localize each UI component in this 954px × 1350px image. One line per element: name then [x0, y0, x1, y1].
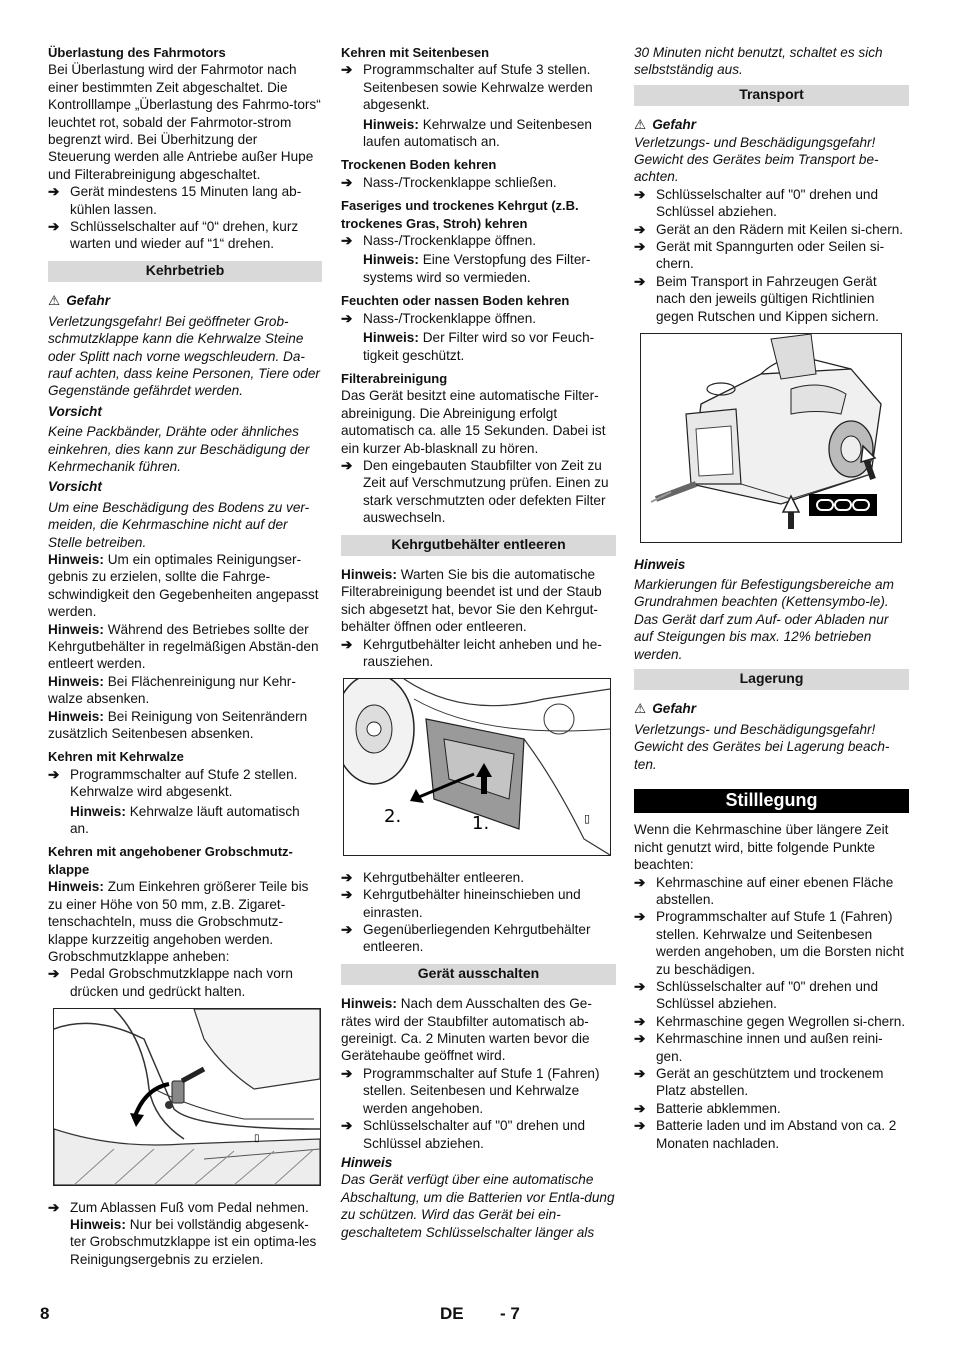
note-text-continued: 30 Minuten nicht benutzt, schaltet es sich selbstständig aus. [634, 45, 883, 78]
list-item: ➔ Kehrgutbehälter hineinschieben und einrasten. [341, 887, 581, 920]
step-label: 2. [384, 806, 402, 828]
arrow-right-icon: ➔ [341, 887, 353, 903]
list-item: ➔ Batterie laden und im Abstand von ca. 2 Monaten nachladen. [634, 1118, 897, 1151]
warning-text: Verletzungsgefahr! Bei geöffneter Grob-schmutzklappe kann die Kehrwalze Steine oder Splitt nach vorne wegschleudern. Da-rauf achten, dass keine Personen, Tiere oder Gegenstände gefährdet werden. [48, 313, 320, 399]
heading-faserig: Faseriges und trockenes Kehrgut (z.B. trockenes Gras, Stroh) kehren [341, 198, 579, 231]
caution-label: Vorsicht [48, 479, 102, 495]
arrow-right-icon: ➔ [634, 273, 646, 289]
heading-grobschmutzklappe: Kehren mit angehobener Grobschmutz-klappe [48, 844, 293, 877]
paragraph: Wenn die Kehrmaschine über längere Zeit nicht genutzt wird, bitte folgende Punkte beachten: [634, 822, 889, 873]
list-item: ➔ Nass-/Trockenklappe schließen. [341, 174, 557, 190]
arrow-right-icon: ➔ [341, 457, 353, 473]
arrow-right-icon: ➔ [341, 310, 353, 326]
arrow-right-icon: ➔ [48, 766, 60, 782]
note: Hinweis: Um ein optimales Reinigungser-gebnis zu erzielen, sollte die Fahrge-schwindigkeit den Gegebenheiten angepasst werden. [48, 551, 319, 620]
note: Hinweis: Der Filter wird so vor Feuch-tigkeit geschützt. [363, 330, 595, 363]
list-item: ➔ Schlüsselschalter auf "0" drehen und Schlüssel abziehen. [634, 979, 879, 1012]
sweeper-transport-illustration [640, 333, 902, 543]
list-item: ➔ Gegenüberliegenden Kehrgutbehälter entleeren. [341, 922, 591, 955]
arrow-right-icon: ➔ [634, 1118, 646, 1134]
arrow-right-icon: ➔ [634, 1031, 646, 1047]
svg-text:▯: ▯ [254, 1133, 260, 1145]
list-item: ➔ Nass-/Trockenklappe öffnen. [341, 310, 537, 326]
note: Hinweis: Bei Reinigung von Seitenrändern zusätzlich Seitenbesen absenken. [48, 708, 308, 742]
arrow-right-icon: ➔ [341, 233, 353, 249]
warning-triangle-icon: ⚠ [48, 293, 61, 309]
warning-label: ⚠ Gefahr [48, 293, 111, 309]
arrow-right-icon: ➔ [634, 909, 646, 925]
list-item: ➔ Pedal Grobschmutzklappe nach vorn drücken und gedrückt halten. [48, 966, 293, 999]
list-item: ➔ Schlüsselschalter auf “0“ drehen, kurz warten und wieder auf “1“ drehen. [48, 219, 299, 252]
arrow-right-icon: ➔ [634, 239, 646, 255]
note: Hinweis: Während des Betriebes sollte der Kehrgutbehälter in regelmäßigen Abstän-den entleert werden. [48, 621, 319, 672]
heading-trocken: Trockenen Boden kehren [341, 157, 497, 173]
heading-feucht: Feuchten oder nassen Boden kehren [341, 293, 570, 309]
list-item: ➔ Programmschalter auf Stufe 2 stellen. Kehrwalze wird abgesenkt. [48, 766, 298, 800]
note: Hinweis: Zum Einkehren größerer Teile bis zu einer Höhe von 50 mm, z.B. Zigaret-tenschachteln, muss die Grobschmutz-klappe kurzzeitig angehoben werden. [48, 879, 309, 947]
arrow-right-icon: ➔ [634, 979, 646, 995]
list-item: ➔ Schlüsselschalter auf "0" drehen und Schlüssel abziehen. [341, 1118, 586, 1151]
warning-triangle-icon: ⚠ [634, 701, 647, 717]
container-illustration [343, 678, 611, 856]
paragraph: Bei Überlastung wird der Fahrmotor nach einer bestimmten Zeit abgeschaltet. Die Kontrolllampe „Überlastung des Fahrmo-tors“ leuchtet rot, sobald der Fahrmotor-strom begrenzt wird. Bei Überhitzung der Steuerung werden alle Antriebe außer Hupe und Filterabreinigung abgeschaltet. [48, 62, 321, 182]
section-header-entleeren: Kehrgutbehälter entleeren [341, 535, 616, 556]
arrow-right-icon: ➔ [634, 221, 646, 237]
heading-seitenbesen: Kehren mit Seitenbesen [341, 45, 490, 60]
arrow-right-icon: ➔ [341, 174, 353, 190]
chapter-header-stilllegung: Stilllegung [634, 789, 909, 813]
column-1 [48, 44, 322, 1268]
warning-label: ⚠ Gefahr [634, 701, 697, 717]
section-header-transport: Transport [634, 85, 909, 106]
note-text: Das Gerät verfügt über eine automatische Abschaltung, um die Batterien vor Entla-dung zu schützen. Wird das Gerät bei ein-geschaltetem Schlüsselschalter länger als [341, 1172, 615, 1240]
list-item: ➔ Kehrgutbehälter entleeren. [341, 869, 524, 885]
note: Hinweis: Kehrwalze und Seitenbesen laufen automatisch an. [363, 116, 592, 150]
list-item: ➔ Gerät an den Rädern mit Keilen si-chern. [634, 221, 904, 237]
column-2 [341, 44, 616, 1241]
caution-text: Um eine Beschädigung des Bodens zu ver-meiden, die Kehrmaschine nicht auf der Stelle betreiben. [48, 499, 310, 550]
svg-text:▯: ▯ [584, 812, 591, 826]
page-number: 8 [40, 1304, 50, 1323]
arrow-right-icon: ➔ [341, 1065, 353, 1081]
paragraph: Grobschmutzklappe anheben: [48, 948, 230, 964]
list-item: ➔ Den eingebauten Staubfilter von Zeit zu Zeit auf Verschmutzung prüfen. Einen zu stark verschmutzten oder defekten Filter auswechseln. [341, 457, 609, 526]
list-item: ➔ Gerät mit Spanngurten oder Seilen si-chern. [634, 239, 885, 272]
warning-text: Verletzungs- und Beschädigungsgefahr! Gewicht des Gerätes bei Lagerung beach-ten. [634, 721, 890, 772]
arrow-right-icon: ➔ [634, 1013, 646, 1029]
note-label: Hinweis [341, 1154, 393, 1170]
arrow-right-icon: ➔ [48, 184, 60, 200]
list-item: ➔ Kehrmaschine innen und außen reini-gen. [634, 1031, 883, 1064]
heading-ueberlastung: Überlastung des Fahrmotors [48, 45, 226, 60]
note-label: Hinweis [634, 556, 686, 572]
list-item: ➔ Kehrmaschine gegen Wegrollen si-chern. [634, 1013, 906, 1029]
arrow-right-icon: ➔ [341, 869, 353, 885]
list-item: ➔ Schlüsselschalter auf "0" drehen und Schlüssel abziehen. [634, 186, 879, 220]
arrow-right-icon: ➔ [48, 219, 60, 235]
list-item: ➔ Programmschalter auf Stufe 1 (Fahren) stellen. Seitenbesen und Kehrwalze werden angehoben. [341, 1065, 600, 1116]
list-item: ➔ Gerät mindestens 15 Minuten lang ab-kühlen lassen. [48, 184, 302, 217]
caution-text: Keine Packbänder, Drähte oder ähnliches einkehren, dies kann zur Beschädigung der Kehrmechanik führen. [48, 424, 310, 474]
arrow-right-icon: ➔ [634, 1066, 646, 1082]
list-item: ➔ Kehrmaschine auf einer ebenen Fläche abstellen. [634, 874, 894, 907]
arrow-right-icon: ➔ [341, 636, 353, 652]
section-header-ausschalten: Gerät ausschalten [341, 964, 616, 985]
arrow-right-icon: ➔ [48, 1199, 60, 1215]
heading-kehrwalze: Kehren mit Kehrwalze [48, 749, 184, 765]
note: Hinweis: Warten Sie bis die automatische Filterabreinigung beendet ist und der Staub sich abgesetzt hat, bevor Sie den Kehrgut-behälter öffnen oder entleeren. [341, 566, 602, 635]
list-item: ➔ Beim Transport in Fahrzeugen Gerät nach den jeweils gültigen Richtlinien gegen Rutschen und Kippen sichern. [634, 273, 879, 324]
warning-text: Verletzungs- und Beschädigungsgefahr! Gewicht des Gerätes beim Transport be-achten. [634, 134, 879, 185]
page-number-local: - 7 [500, 1304, 520, 1323]
note: Hinweis: Nur bei vollständig abgesenk-ter Grobschmutzklappe ist ein optima-les Reinigungsergebnis zu erzielen. [70, 1216, 317, 1267]
column-3 [634, 44, 909, 1152]
note-text: Markierungen für Befestigungsbereiche am Grundrahmen beachten (Kettensymbo-le). Das Gerät darf zum Auf- oder Abladen nur auf Steigungen bis max. 12% betrieben werden. [634, 576, 894, 662]
list-item: ➔ Programmschalter auf Stufe 3 stellen. Seitenbesen sowie Kehrwalze werden abgesenkt. [341, 62, 593, 113]
list-item: ➔ Zum Ablassen Fuß vom Pedal nehmen. [48, 1199, 309, 1215]
step-label: 1. [472, 813, 490, 835]
note: Hinweis: Kehrwalze läuft automatisch an. [70, 803, 300, 837]
list-item: ➔ Batterie abklemmen. [634, 1100, 781, 1116]
pedal-illustration [53, 1008, 321, 1186]
caution-label: Vorsicht [48, 403, 102, 419]
section-header-lagerung: Lagerung [634, 669, 909, 690]
arrow-right-icon: ➔ [341, 62, 353, 78]
arrow-right-icon: ➔ [634, 874, 646, 890]
note: Hinweis: Nach dem Ausschalten des Ge-rätes wird der Staubfilter automatisch ab-gereinigt. Ca. 2 Minuten warten bevor die Gerätehaube geöffnet wird. [341, 996, 592, 1064]
arrow-right-icon: ➔ [634, 1100, 646, 1116]
list-item: ➔ Kehrgutbehälter leicht anheben und he-rausziehen. [341, 636, 602, 669]
list-item: ➔ Programmschalter auf Stufe 1 (Fahren) stellen. Kehrwalze und Seitenbesen werden angehoben, um die Borsten nicht zu beschädigen. [634, 909, 904, 977]
note: Hinweis: Bei Flächenreinigung nur Kehr-walze absenken. [48, 673, 296, 707]
warning-label: ⚠ Gefahr [634, 117, 697, 133]
list-item: ➔ Gerät an geschütztem und trockenem Platz abstellen. [634, 1066, 884, 1099]
arrow-right-icon: ➔ [48, 966, 60, 982]
heading-filterabreinigung: Filterabreinigung [341, 370, 448, 386]
arrow-right-icon: ➔ [341, 1118, 353, 1134]
arrow-right-icon: ➔ [634, 186, 646, 202]
paragraph: Das Gerät besitzt eine automatische Filter-abreinigung. Die Abreinigung erfolgt automatisch ca. alle 15 Sekunden. Dabei ist ein kurzer Ab-blasknall zu hören. [341, 388, 606, 456]
note: Hinweis: Eine Verstopfung des Filter-systems wird so vermieden. [363, 252, 591, 285]
section-header-kehrbetrieb: Kehrbetrieb [48, 261, 322, 282]
warning-triangle-icon: ⚠ [634, 117, 647, 133]
arrow-right-icon: ➔ [341, 922, 353, 938]
list-item: ➔ Nass-/Trockenklappe öffnen. [341, 233, 537, 249]
language-code: DE [440, 1304, 464, 1323]
